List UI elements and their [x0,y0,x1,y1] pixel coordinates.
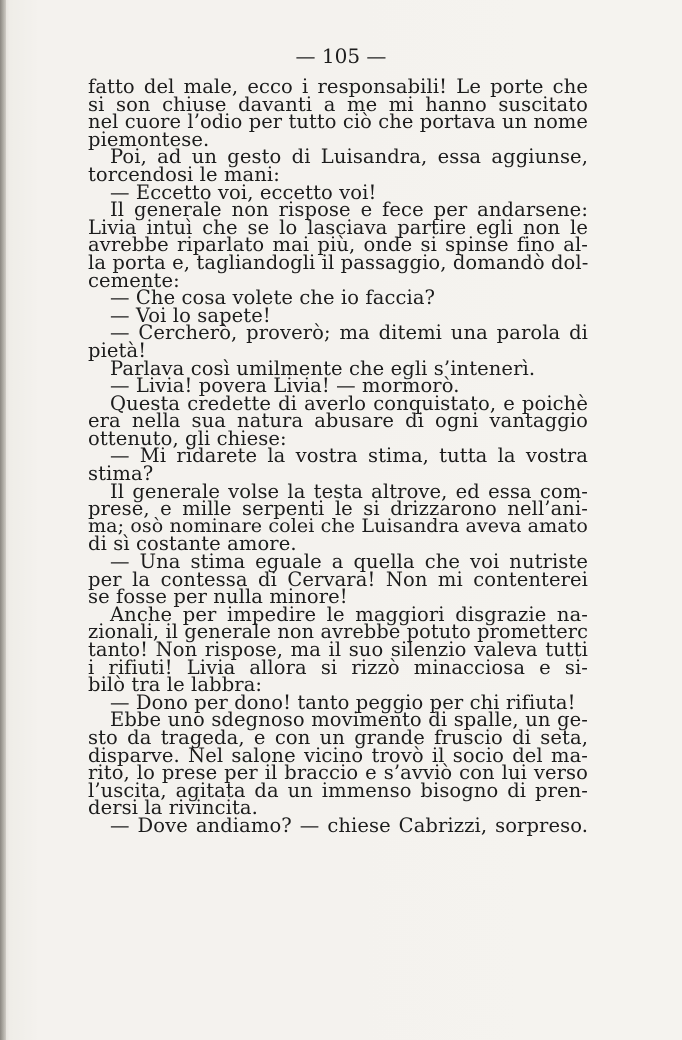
text-line: — Mi ridarete la vostra stima, tutta la vostra [110,444,588,468]
text-line: avrebbe riparlato mai più, onde si spinse fino al- [88,233,588,257]
text-line: torcendosi le mani: [88,162,280,186]
text-line: bilò tra le labbra: [88,673,263,697]
text-line: rito, lo prese per il braccio e s’avviò con lui verso [88,761,588,785]
text-line: Il generale volse la testa altrove, ed essa com- [110,479,588,503]
text-line: sto da trageda, e con un grande fruscio di seta, [88,725,588,749]
text-line: l’uscita, agitata da un immenso bisogno di pren- [88,778,588,802]
text-line: la porta e, tagliandogli il passaggio, domandò dol- [88,250,589,274]
text-line: ottenuto, gli chiese: [88,426,287,450]
text-line: — Che cosa volete che io faccia? [110,286,436,310]
text-line: pietà! [88,338,147,362]
text-line: — Eccetto voi, eccetto voi! [110,180,377,204]
text-line: era nella sua natura abusare di ogni vantaggio [88,409,588,433]
text-line: stima? [88,462,154,486]
text-line: Ebbe uno sdegnoso movimento di spalle, un ge- [110,708,588,732]
text-line: dersi la rivincita. [88,796,258,820]
text-line: si son chiuse davanti a me mi hanno suscitato [88,92,588,116]
body-text [88,75,589,837]
text-line: Poi, ad un gesto di Luisandra, essa aggiunse, [110,145,588,169]
page-number: — 105 — [295,44,387,68]
text-line: fatto del male, ecco i responsabili! Le porte che [88,75,588,98]
text-line: — Una stima eguale a quella che voi nutriste [110,550,588,574]
text-line: piemontese. [88,127,210,151]
text-line: nel cuore l’odio per tutto ciò che portava un nome [88,110,588,134]
text-line: tanto! Non rispose, ma il suo silenzio valeva tutti [88,638,588,661]
text-line: i rifiuti! Livia allora si rizzò minacciosa e si- [88,655,588,679]
text-line: Il generale non rispose e fece per andarsene: [110,198,588,222]
text-line: se fosse per nulla minore! [88,585,348,609]
text-line: zionali, il generale non avrebbe potuto prometterc [88,620,588,644]
text-line: Questa credette di averlo conquistato, e poichè [110,391,588,415]
text-line: prese, e mille serpenti le si drizzarono nell’ani- [88,497,588,521]
text-line: Parlava così umilmente che egli s’intenerì. [110,356,536,380]
text-line: — Livia! povera Livia! — mormorò. [110,374,460,398]
text-line: di sì costante amore. [88,532,297,556]
text-line: — Voi lo sapete! [110,303,271,327]
binding-edge [0,0,6,1040]
text-line: disparve. Nel salone vicino trovò il socio del ma- [88,743,588,767]
text-line: — Dove andiamo? — chiese Cabrizzi, sorpreso. [110,813,588,837]
text-line: — Cercherò, proverò; ma ditemi una parola di [110,321,588,345]
text-line: cemente: [88,268,180,292]
text-line: ma; osò nominare colei che Luisandra aveva amato [88,514,588,537]
text-line: per la contessa di Cervara! Non mi contenterei [88,567,588,591]
text-line: — Dono per dono! tanto peggio per chi rifiuta! [110,690,576,714]
text-line: Anche per impedire le maggiori disgrazie na- [110,602,588,626]
text-line: Livia intuì che se lo lasciava partire egli non le [88,215,588,239]
